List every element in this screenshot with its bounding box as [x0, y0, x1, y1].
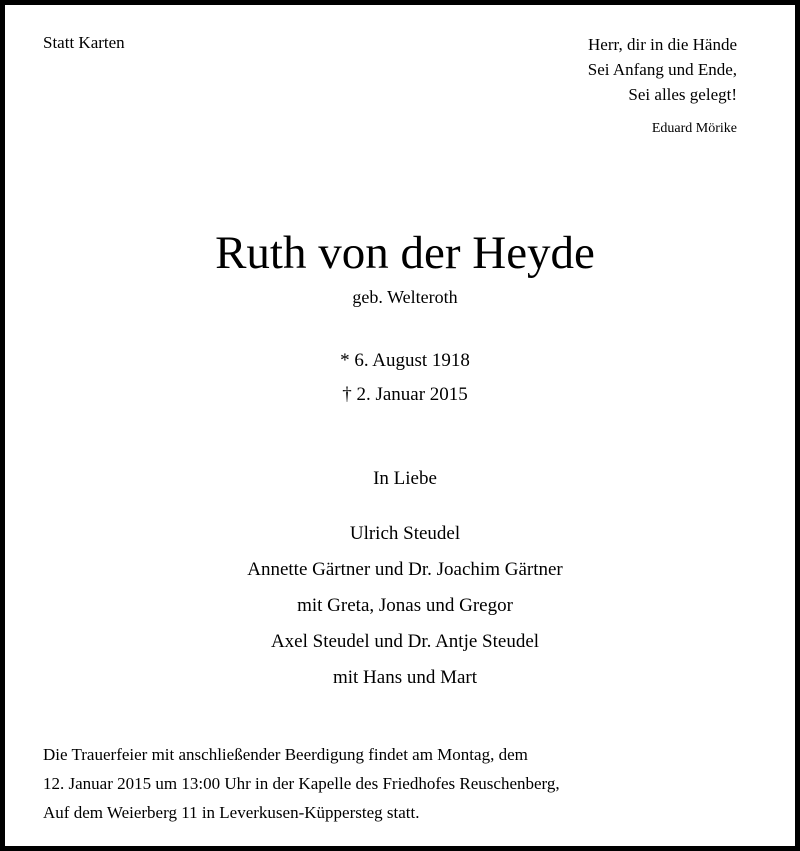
- verse-quote: [588, 32, 737, 107]
- verse-line: Herr, dir in die Hände: [588, 35, 737, 54]
- mourners-list: [5, 516, 800, 696]
- birth-date: * 6. August 1918: [340, 350, 470, 371]
- life-dates: [5, 344, 800, 412]
- service-line: Auf dem Weierberg 11 in Leverkusen-Küppersteg statt.: [43, 803, 420, 822]
- verse-author: Eduard Mörike: [651, 121, 737, 136]
- service-line: Die Trauerfeier mit anschließender Beerdigung findet am Montag, dem: [43, 745, 528, 764]
- maiden-name: geb. Welteroth: [352, 287, 458, 307]
- mourner-line: mit Hans und Mart: [332, 667, 478, 688]
- death-date: † 2. Januar 2015: [342, 384, 468, 405]
- funeral-service-info: [43, 740, 763, 827]
- verse-line: Sei alles gelegt!: [628, 85, 737, 104]
- mourners-intro: In Liebe: [373, 468, 437, 489]
- mourner-line: Annette Gärtner und Dr. Joachim Gärtner: [247, 559, 563, 580]
- mourner-line: Axel Steudel und Dr. Antje Steudel: [270, 631, 540, 652]
- verse-line: Sei Anfang und Ende,: [587, 60, 737, 79]
- statt-karten-note: Statt Karten: [43, 33, 125, 52]
- mourner-line: Ulrich Steudel: [349, 523, 461, 544]
- deceased-name: Ruth von der Heyde: [215, 227, 595, 279]
- mourner-line: mit Greta, Jonas und Gregor: [297, 595, 513, 616]
- service-line: 12. Januar 2015 um 13:00 Uhr in der Kapelle des Friedhofes Reuschenberg,: [43, 774, 560, 793]
